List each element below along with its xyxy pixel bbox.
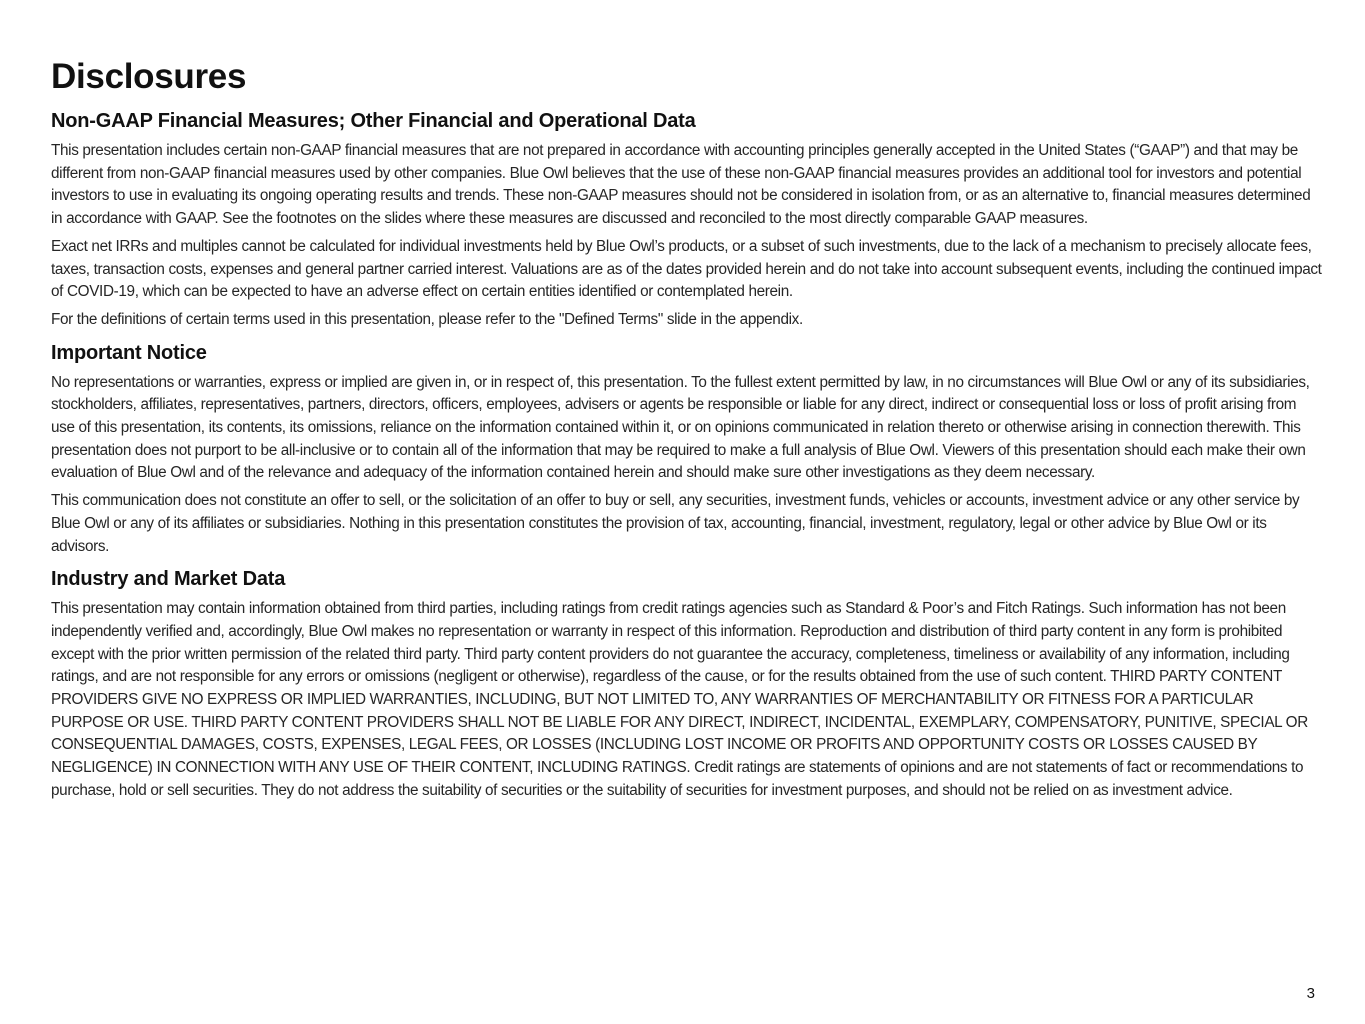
paragraph: For the definitions of certain terms used in this presentation, please refer to the "Defined Terms" slide in the appendix. xyxy=(51,310,803,328)
disclosures-page xyxy=(51,56,1323,811)
paragraph: This communication does not constitute an offer to sell, or the solicitation of an offer to buy or sell, any securities, investment funds, vehicles or accounts, investment advice or any other service by Blue Owl or any of its affiliates or subsidiaries. Nothing in this presentation constitutes the provision of tax, accounting, financial, investment, regulatory, legal or other advice by Blue Owl or its advisors. xyxy=(51,492,1300,555)
section-heading: Industry and Market Data xyxy=(51,568,286,591)
page-number: 3 xyxy=(1306,985,1315,1002)
section-heading: Non-GAAP Financial Measures; Other Financial and Operational Data xyxy=(51,110,696,132)
page-title: Disclosures xyxy=(51,57,247,96)
paragraph: Exact net IRRs and multiples cannot be calculated for individual investments held by Blue Owl’s products, or a subset of such investments, due to the lack of a mechanism to precisely allocate fees, taxes, transaction costs, expenses and general partner carried interest. Valuations are as of the dates provided herein and do not take into account subsequent events, including the continued impact of COVID-19, which can be expected to have an adverse effect on certain entities identified or contemplated herein. xyxy=(51,237,1322,301)
paragraph: No representations or warranties, express or implied are given in, or in respect of, this presentation. To the fullest extent permitted by law, in no circumstances will Blue Owl or any of its subsidiaries, stockholders, affiliates, representatives, partners, directors, officers, employees, advisers or agents be responsible or liable for any direct, indirect or consequential loss or loss of profit arising from use of this presentation, its contents, its omissions, reliance on the information contained within it, or on opinions communicated in relation thereto or otherwise arising in connection therewith. This presentation does not purport to be all-inclusive or to contain all of the information that may be required to make a full analysis of Blue Owl. Viewers of this presentation should each make their own evaluation of Blue Owl and of the relevance and adequacy of the information contained herein and should make sure other investigations as they deem necessary. xyxy=(51,373,1310,482)
paragraph: This presentation may contain information obtained from third parties, including ratings from credit ratings agencies such as Standard & Poor’s and Fitch Ratings. Such information has not been independently verified and, accordingly, Blue Owl makes no representation or warranty in respect of this information. Reproduction and distribution of third party content in any form is prohibited except with the prior written permission of the related third party. Third party content providers do not guarantee the accuracy, completeness, timeliness or availability of any information, including ratings, and are not responsible for any errors or omissions (negligent or otherwise), regardless of the cause, or for the results obtained from the use of such content. THIRD PARTY CONTENT PROVIDERS GIVE NO EXPRESS OR IMPLIED WARRANTIES, INCLUDING, BUT NOT LIMITED TO, ANY WARRANTIES OF MERCHANTABILITY OR FITNESS FOR A PARTICULAR PURPOSE OR USE. THIRD PARTY CONTENT PROVIDERS SHALL NOT BE LIABLE FOR ANY DIRECT, INDIRECT, INCIDENTAL, EXEMPLARY, COMPENSATORY, PUNITIVE, SPECIAL OR CONSEQUENTIAL DAMAGES, COSTS, EXPENSES, LEGAL FEES, OR LOSSES (INCLUDING LOST INCOME OR PROFITS AND OPPORTUNITY COSTS OR LOSSES CAUSED BY NEGLIGENCE) IN CONNECTION WITH ANY USE OF THEIR CONTENT, INCLUDING RATINGS. Credit ratings are statements of opinions and are not statements of fact or recommendations to purchase, hold or sell securities. They do not address the suitability of securities or the suitability of securities for investment purposes, and should not be relied on as investment advice. xyxy=(51,600,1308,799)
paragraph: This presentation includes certain non-GAAP financial measures that are not prepared in accordance with accounting principles generally accepted in the United States (“GAAP”) and that may be different from non-GAAP financial measures used by other companies. Blue Owl believes that the use of these non-GAAP financial measures provides an additional tool for investors and potential investors to use in evaluating its ongoing operating results and trends. These non-GAAP measures should not be considered in isolation from, or as an alternative to, financial measures determined in accordance with GAAP. See the footnotes on the slides where these measures are discussed and reconciled to the most directly comparable GAAP measures. xyxy=(51,142,1311,228)
section-industry-market-data xyxy=(51,566,1323,802)
section-important-notice xyxy=(51,340,1323,559)
section-non-gaap xyxy=(51,108,1323,332)
section-heading: Important Notice xyxy=(51,341,207,364)
